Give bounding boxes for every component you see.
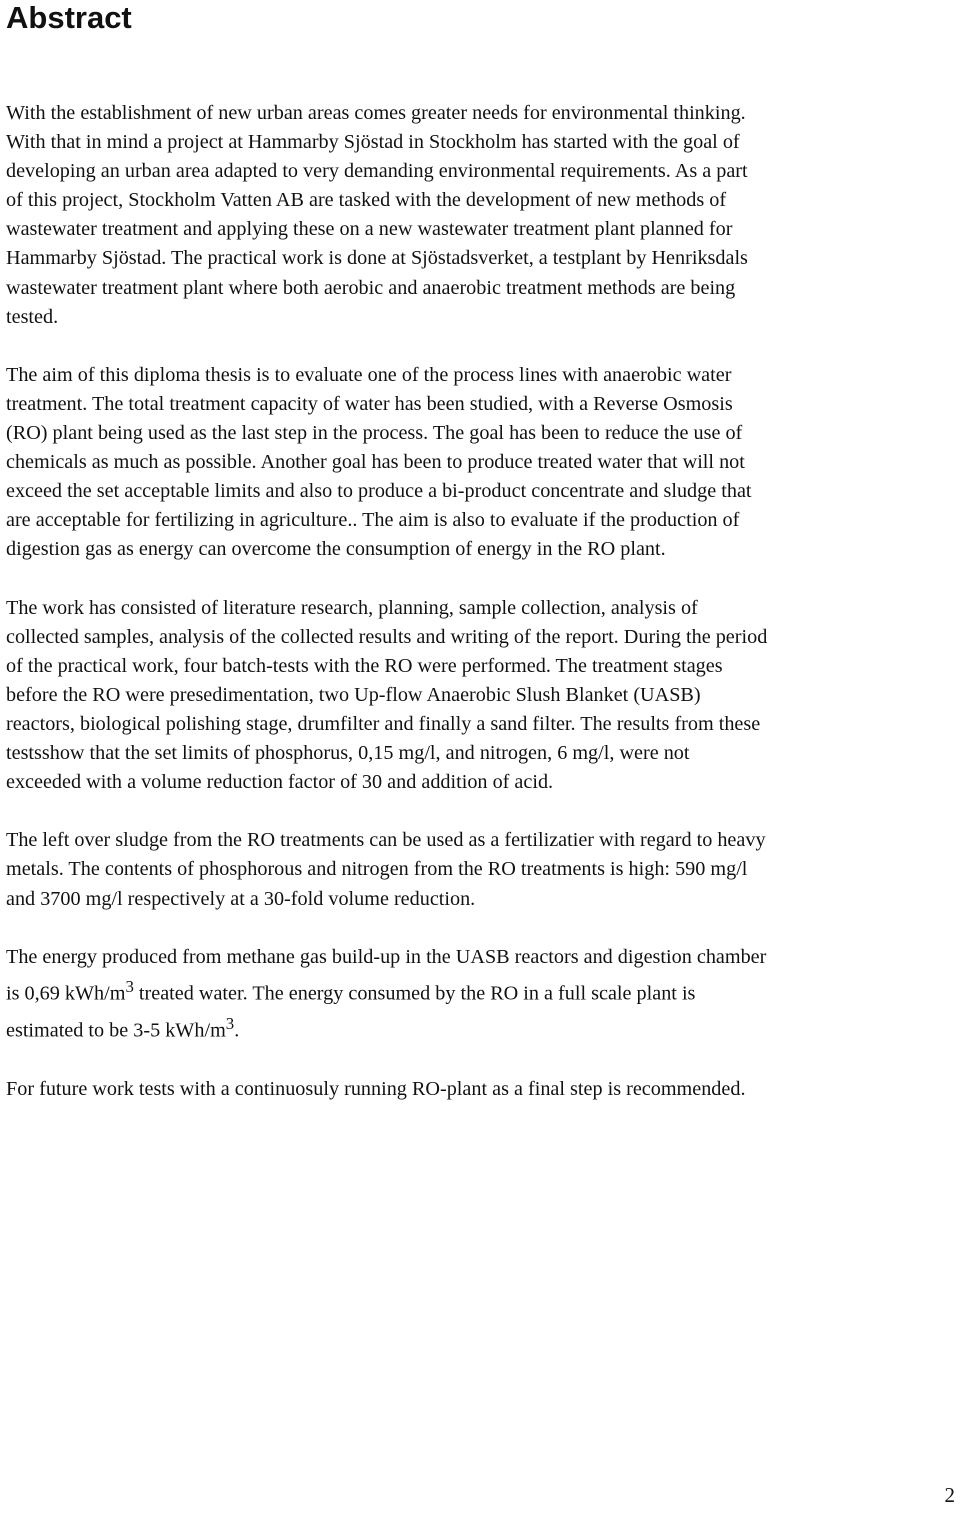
page-heading: Abstract bbox=[6, 0, 132, 35]
paragraph-aim bbox=[6, 361, 958, 565]
text-line: tested. bbox=[6, 305, 59, 328]
superscript: 3 bbox=[125, 976, 134, 996]
text-fragment: treated water. The energy consumed by the RO in a full scale plant is bbox=[133, 982, 696, 1005]
text-line: The left over sludge from the RO treatments can be used as a fertilizatier with regard to heavy bbox=[6, 829, 766, 852]
paragraph-energy bbox=[6, 943, 958, 1046]
text-fragment: is 0,69 kWh/m bbox=[6, 982, 126, 1005]
page-number: 2 bbox=[944, 1483, 955, 1507]
text-line bbox=[6, 1009, 958, 1046]
text-line: The work has consisted of literature research, planning, sample collection, analysis of bbox=[6, 596, 698, 619]
text-line: metals. The contents of phosphorous and nitrogen from the RO treatments is high: 590 mg/l bbox=[6, 858, 748, 881]
paragraph-future-work bbox=[6, 1075, 958, 1104]
text-line: digestion gas as energy can overcome the consumption of energy in the RO plant. bbox=[6, 538, 666, 561]
text-line: The aim of this diploma thesis is to evaluate one of the process lines with anaerobic water bbox=[6, 363, 732, 386]
text-line: exceed the set acceptable limits and also to produce a bi-product concentrate and sludge that bbox=[6, 480, 752, 503]
text-line: wastewater treatment plant where both aerobic and anaerobic treatment methods are being bbox=[6, 276, 736, 299]
text-line: For future work tests with a continuosuly running RO-plant as a final step is recommended. bbox=[6, 1077, 746, 1100]
text-line: The energy produced from methane gas build-up in the UASB reactors and digestion chamber bbox=[6, 945, 767, 968]
text-line: testsshow that the set limits of phosphorus, 0,15 mg/l, and nitrogen, 6 mg/l, were not bbox=[6, 742, 690, 765]
paragraph-sludge bbox=[6, 826, 958, 913]
text-line: before the RO were presedimentation, two Up-flow Anaerobic Slush Blanket (UASB) bbox=[6, 683, 701, 706]
text-line: collected samples, analysis of the collected results and writing of the report. During the period bbox=[6, 625, 768, 648]
text-line: developing an urban area adapted to very demanding environmental requirements. As a part bbox=[6, 160, 748, 183]
text-fragment: estimated to be 3-5 kWh/m bbox=[6, 1019, 226, 1042]
text-line: With the establishment of new urban areas comes greater needs for environmental thinking. bbox=[6, 102, 746, 124]
text-line: and 3700 mg/l respectively at a 30-fold volume reduction. bbox=[6, 887, 476, 910]
text-line: of this project, Stockholm Vatten AB are tasked with the development of new methods of bbox=[6, 189, 727, 212]
superscript: 3 bbox=[225, 1013, 235, 1033]
text-line: With that in mind a project at Hammarby Sjöstad in Stockholm has started with the goal of bbox=[6, 131, 740, 154]
text-line: reactors, biological polishing stage, drumfilter and finally a sand filter. The results from these bbox=[6, 712, 761, 735]
text-line: are acceptable for fertilizing in agriculture.. The aim is also to evaluate if the production of bbox=[6, 509, 740, 532]
text-line: (RO) plant being used as the last step in the process. The goal has been to reduce the use of bbox=[6, 422, 743, 445]
text-line: of the practical work, four batch-tests with the RO were performed. The treatment stages bbox=[6, 654, 723, 677]
paragraph-method bbox=[6, 594, 958, 798]
text-fragment: . bbox=[234, 1019, 240, 1042]
abstract-body bbox=[6, 99, 958, 1133]
text-line: Hammarby Sjöstad. The practical work is done at Sjöstadsverket, a testplant by Henriksdals bbox=[6, 247, 748, 270]
text-line bbox=[6, 972, 958, 1009]
text-line: exceeded with a volume reduction factor of 30 and addition of acid. bbox=[6, 771, 554, 794]
text-line: wastewater treatment and applying these on a new wastewater treatment plant planned for bbox=[6, 218, 733, 241]
paragraph-introduction bbox=[6, 99, 958, 332]
text-line: treatment. The total treatment capacity of water has been studied, with a Reverse Osmosis bbox=[6, 392, 733, 415]
text-line: chemicals as much as possible. Another goal has been to produce treated water that will not bbox=[6, 451, 745, 474]
